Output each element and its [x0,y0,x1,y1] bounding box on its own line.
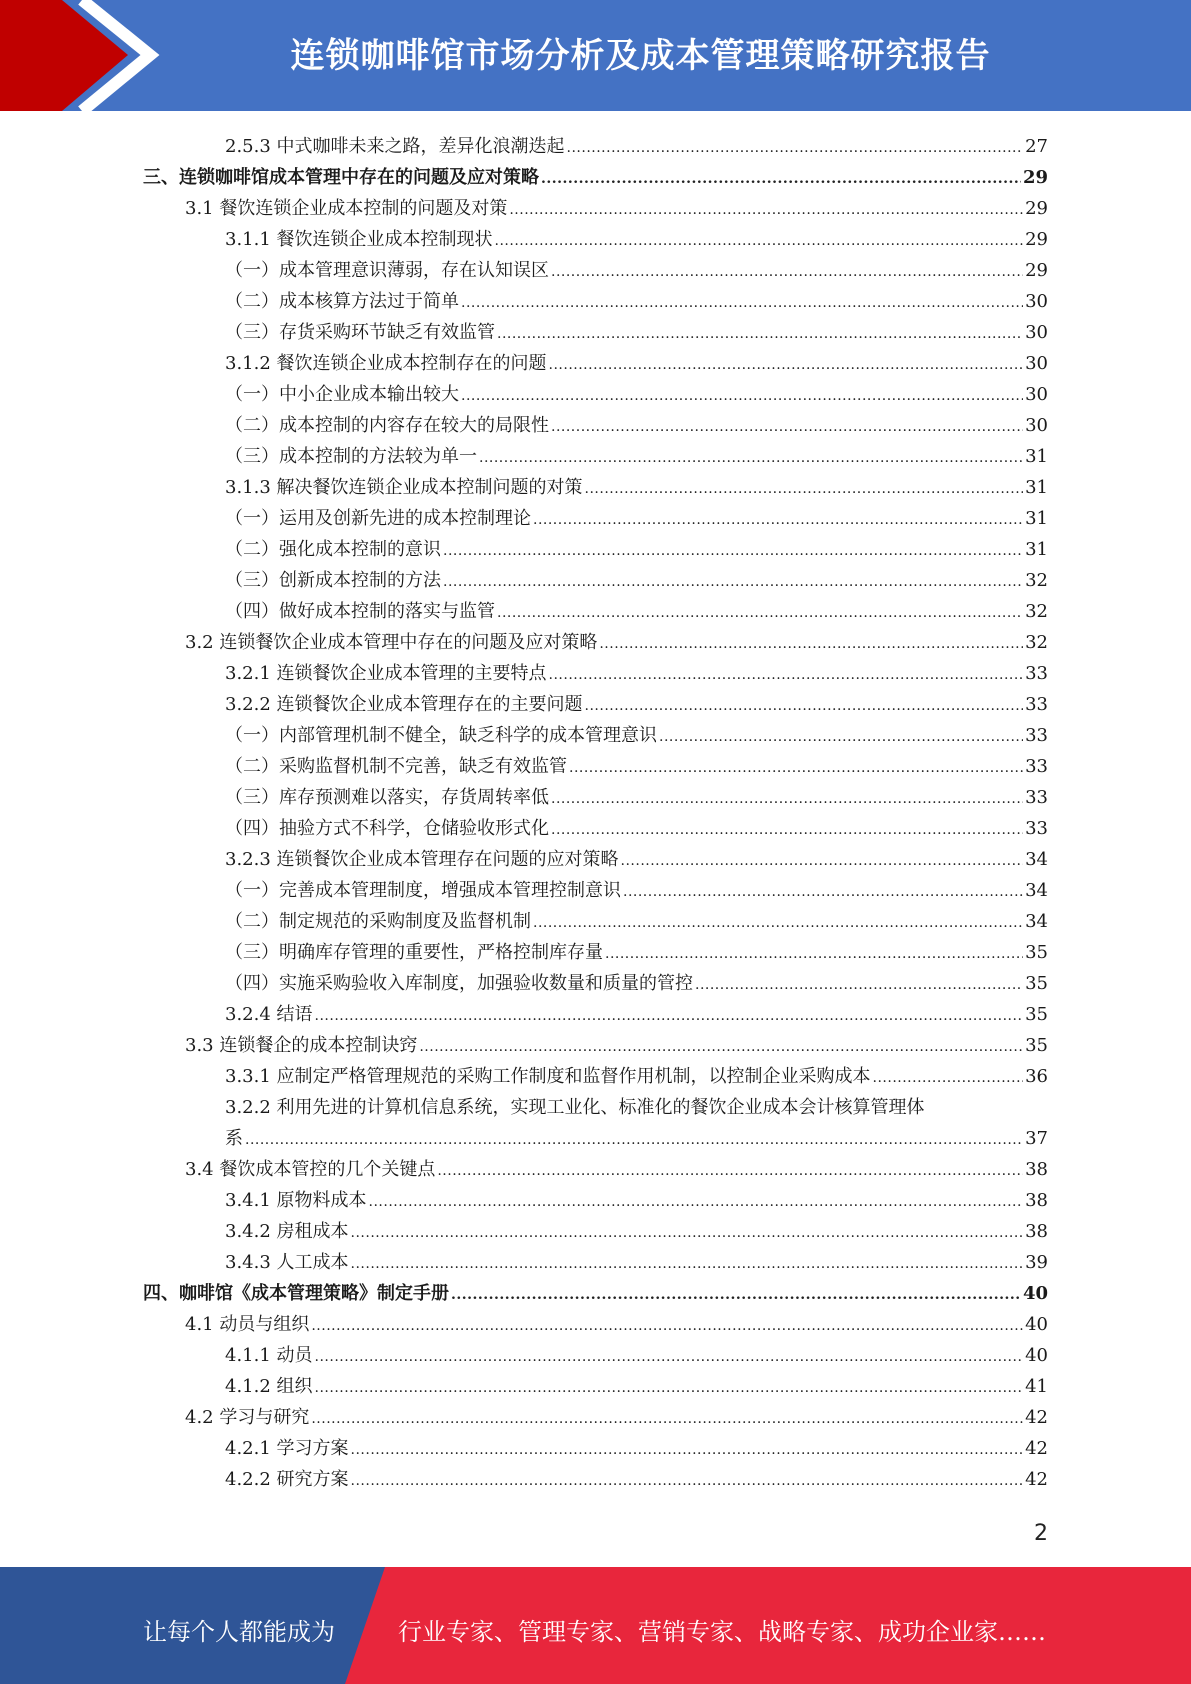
toc-entry-title: 3.2 连锁餐饮企业成本管理中存在的问题及应对策略 [185,632,598,653]
toc-page-number: 40 [1025,1345,1048,1366]
toc-entry[interactable] [225,902,1048,933]
toc-entry[interactable] [225,1057,1048,1088]
toc-entry[interactable] [225,499,1048,530]
toc-entry-title: 3.3.1 应制定严格管理规范的采购工作制度和监督作用机制，以控制企业采购成本 [225,1066,871,1087]
toc-dot-leader [599,634,1023,654]
toc-dot-leader [315,1006,1024,1026]
toc-entry[interactable] [185,1026,1048,1057]
toc-entry[interactable] [225,995,1048,1026]
toc-entry-title: 3.1.1 餐饮连锁企业成本控制现状 [225,229,493,250]
toc-page-number: 35 [1025,1004,1048,1025]
toc-entry-title: 3.1.2 餐饮连锁企业成本控制存在的问题 [225,353,547,374]
toc-entry[interactable] [185,1305,1048,1336]
toc-entry[interactable] [225,1429,1048,1460]
toc-dot-leader [311,1409,1023,1429]
toc-entry[interactable] [225,1181,1048,1212]
toc-entry[interactable] [225,437,1048,468]
toc-dot-leader [623,882,1023,902]
toc-dot-leader [245,1130,1023,1150]
toc-dot-leader [497,603,1023,623]
toc-dot-leader [621,851,1024,871]
toc-entry-title: 3.1 餐饮连锁企业成本控制的问题及对策 [185,198,508,219]
toc-dot-leader [585,696,1024,716]
toc-dot-leader [605,944,1023,964]
toc-page-number: 27 [1025,136,1048,157]
toc-dot-leader [315,1378,1024,1398]
toc-dot-leader [873,1068,1024,1088]
toc-entry-title: 3.4.1 原物料成本 [225,1190,367,1211]
toc-entry[interactable] [185,623,1048,654]
toc-dot-leader [419,1037,1023,1057]
toc-page-number: 33 [1025,756,1048,777]
toc-entry[interactable] [225,1367,1048,1398]
toc-dot-leader [551,789,1023,809]
toc-page-number: 33 [1025,818,1048,839]
toc-page-number: 38 [1025,1221,1048,1242]
toc-dot-leader [549,355,1024,375]
toc-dot-leader [351,1254,1024,1274]
toc-page-number: 34 [1025,849,1048,870]
toc-entry-title: 系 [225,1128,243,1149]
toc-entry[interactable] [225,313,1048,344]
toc-entry[interactable] [225,654,1048,685]
footer-slogan-right: 行业专家、管理专家、营销专家、战略专家、成功企业家…… [398,1618,1046,1646]
toc-entry[interactable] [225,282,1048,313]
toc-entry-title: 3.4.2 房租成本 [225,1221,349,1242]
toc-entry-title: 4.2 学习与研究 [185,1407,310,1428]
toc-page-number: 38 [1025,1159,1048,1180]
toc-entry-title: 3.2.1 连锁餐饮企业成本管理的主要特点 [225,663,547,684]
toc-dot-leader [497,324,1023,344]
toc-entry[interactable] [225,127,1048,158]
toc-dot-leader [351,1440,1024,1460]
toc-entry-title: （四）做好成本控制的落实与监管 [225,601,495,622]
toc-entry-title: （四）实施采购验收入库制度，加强验收数量和质量的管控 [225,973,693,994]
toc-entry[interactable] [225,530,1048,561]
toc-entry-title: （四）抽验方式不科学，仓储验收形式化 [225,818,549,839]
toc-page-number: 31 [1025,508,1048,529]
toc-entry-title: （三）存货采购环节缺乏有效监管 [225,322,495,343]
toc-entry[interactable] [225,964,1048,995]
toc-page-number: 40 [1022,1283,1048,1304]
document-title: 连锁咖啡馆市场分析及成本管理策略研究报告 [290,36,991,76]
toc-entry[interactable] [225,1460,1048,1491]
toc-dot-leader [495,231,1024,251]
toc-entry[interactable] [225,468,1048,499]
toc-entry-title: （三）库存预测难以落实，存货周转率低 [225,787,549,808]
toc-entry-title: 3.2.3 连锁餐饮企业成本管理存在问题的应对策略 [225,849,619,870]
toc-page-number: 34 [1025,880,1048,901]
toc-entry-title: 4.2.2 研究方案 [225,1469,349,1490]
toc-entry-title: 4.1.2 组织 [225,1376,313,1397]
toc-dot-leader [533,510,1023,530]
toc-entry-title: （一）完善成本管理制度，增强成本管理控制意识 [225,880,621,901]
toc-dot-leader [351,1471,1024,1491]
header-chevron-icon [0,0,160,111]
toc-entry-title: 3.4.3 人工成本 [225,1252,349,1273]
toc-dot-leader [567,138,1024,158]
toc-dot-leader [695,975,1023,995]
toc-entry-title: 3.3 连锁餐企的成本控制诀窍 [185,1035,418,1056]
toc-dot-leader [551,417,1023,437]
toc-entry-title[interactable]: 3.2.2 利用先进的计算机信息系统，实现工业化、标准化的餐饮企业成本会计核算管理体 [225,1097,925,1118]
toc-dot-leader [443,572,1023,592]
page-header [0,0,1191,111]
toc-dot-leader [451,1285,1021,1305]
toc-page-number: 33 [1025,725,1048,746]
toc-entry[interactable] [225,1119,1048,1150]
toc-entry[interactable] [225,375,1048,406]
toc-entry-title: 4.1 动员与组织 [185,1314,310,1335]
toc-page-number: 29 [1025,229,1048,250]
toc-entry[interactable] [225,809,1048,840]
toc-page-number: 35 [1025,1035,1048,1056]
toc-entry[interactable] [225,1336,1048,1367]
toc-page-number: 42 [1025,1407,1048,1428]
toc-page-number: 31 [1025,446,1048,467]
toc-entry-title: （一）中小企业成本输出较大 [225,384,459,405]
toc-entry[interactable] [225,1212,1048,1243]
toc-dot-leader [533,913,1023,933]
toc-page-number: 32 [1025,570,1048,591]
toc-entry[interactable] [225,592,1048,623]
toc-page-number: 30 [1025,415,1048,436]
toc-entry[interactable] [225,716,1048,747]
toc-page-number: 40 [1025,1314,1048,1335]
toc-page-number: 42 [1025,1469,1048,1490]
toc-entry-title: 三、连锁咖啡馆成本管理中存在的问题及应对策略 [143,167,539,188]
toc-dot-leader [369,1192,1024,1212]
toc-page-number: 41 [1025,1376,1048,1397]
toc-page-number: 29 [1025,198,1048,219]
toc-entry[interactable] [225,778,1048,809]
toc-entry[interactable] [143,158,1048,189]
page-number: 2 [1034,1521,1048,1546]
toc-dot-leader [315,1347,1024,1367]
toc-dot-leader [311,1316,1023,1336]
toc-page-number: 30 [1025,353,1048,374]
toc-entry[interactable] [225,871,1048,902]
toc-entry-title: 3.1.3 解决餐饮连锁企业成本控制问题的对策 [225,477,583,498]
toc-dot-leader [509,200,1023,220]
toc-page-number: 36 [1025,1066,1048,1087]
toc-entry[interactable] [225,344,1048,375]
toc-entry-title: （二）采购监督机制不完善，缺乏有效监管 [225,756,567,777]
toc-entry[interactable] [225,747,1048,778]
toc-page-number: 31 [1025,477,1048,498]
toc-page-number: 39 [1025,1252,1048,1273]
toc-entry-title: （一）成本管理意识薄弱，存在认知误区 [225,260,549,281]
page-footer [0,1567,1191,1684]
toc-entry-title: （二）成本核算方法过于简单 [225,291,459,312]
toc-entry-title: （二）成本控制的内容存在较大的局限性 [225,415,549,436]
toc-entry[interactable] [225,933,1048,964]
toc-dot-leader [659,727,1023,747]
toc-dot-leader [585,479,1024,499]
toc-dot-leader [549,665,1024,685]
toc-page-number: 35 [1025,973,1048,994]
toc-page-number: 32 [1025,632,1048,653]
toc-page-number: 38 [1025,1190,1048,1211]
toc-entry-title: （二）强化成本控制的意识 [225,539,441,560]
toc-entry[interactable] [185,1398,1048,1429]
toc-entry[interactable] [143,1274,1048,1305]
toc-entry[interactable] [225,1243,1048,1274]
toc-dot-leader [443,541,1023,561]
toc-page-number: 30 [1025,384,1048,405]
toc-dot-leader [541,169,1021,189]
toc-page-number: 29 [1025,260,1048,281]
toc-page-number: 30 [1025,322,1048,343]
toc-dot-leader [461,293,1023,313]
toc-entry-title: 4.1.1 动员 [225,1345,313,1366]
toc-entry-title: 四、咖啡馆《成本管理策略》制定手册 [143,1283,449,1304]
toc-dot-leader [551,262,1023,282]
toc-entry[interactable] [225,251,1048,282]
toc-dot-leader [351,1223,1024,1243]
toc-dot-leader [437,1161,1023,1181]
toc-page-number: 33 [1025,694,1048,715]
toc-entry-title: 2.5.3 中式咖啡未来之路，差异化浪潮迭起 [225,136,565,157]
toc-entry-title: （二）制定规范的采购制度及监督机制 [225,911,531,932]
toc-entry-title: （三）明确库存管理的重要性，严格控制库存量 [225,942,603,963]
toc-page-number: 33 [1025,663,1048,684]
toc-entry-title: （一）内部管理机制不健全，缺乏科学的成本管理意识 [225,725,657,746]
toc-entry[interactable] [225,685,1048,716]
toc-dot-leader [461,386,1023,406]
toc-page-number: 34 [1025,911,1048,932]
toc-entry-title: （三）成本控制的方法较为单一 [225,446,477,467]
toc-entry-title: 4.2.1 学习方案 [225,1438,349,1459]
toc-entry[interactable] [185,1150,1048,1181]
toc-entry[interactable] [225,406,1048,437]
toc-entry-title: 3.4 餐饮成本管控的几个关键点 [185,1159,436,1180]
toc-entry[interactable] [225,561,1048,592]
toc-entry[interactable] [185,189,1048,220]
toc-page-number: 29 [1022,167,1048,188]
toc-entry[interactable] [225,220,1048,251]
toc-entry-title: 3.2.2 连锁餐饮企业成本管理存在的主要问题 [225,694,583,715]
toc-entry-title: （三）创新成本控制的方法 [225,570,441,591]
toc-dot-leader [569,758,1023,778]
toc-entry[interactable] [225,840,1048,871]
toc-dot-leader [551,820,1023,840]
toc-entry-title: （一）运用及创新先进的成本控制理论 [225,508,531,529]
toc-entry-title: 3.2.4 结语 [225,1004,313,1025]
toc-page-number: 32 [1025,601,1048,622]
toc-page-number: 35 [1025,942,1048,963]
toc-dot-leader [479,448,1023,468]
toc-page-number: 31 [1025,539,1048,560]
toc-page-number: 33 [1025,787,1048,808]
footer-slogan-left: 让每个人都能成为 [143,1618,335,1646]
toc-page-number: 30 [1025,291,1048,312]
toc-page-number: 42 [1025,1438,1048,1459]
toc-page-number: 37 [1025,1128,1048,1149]
